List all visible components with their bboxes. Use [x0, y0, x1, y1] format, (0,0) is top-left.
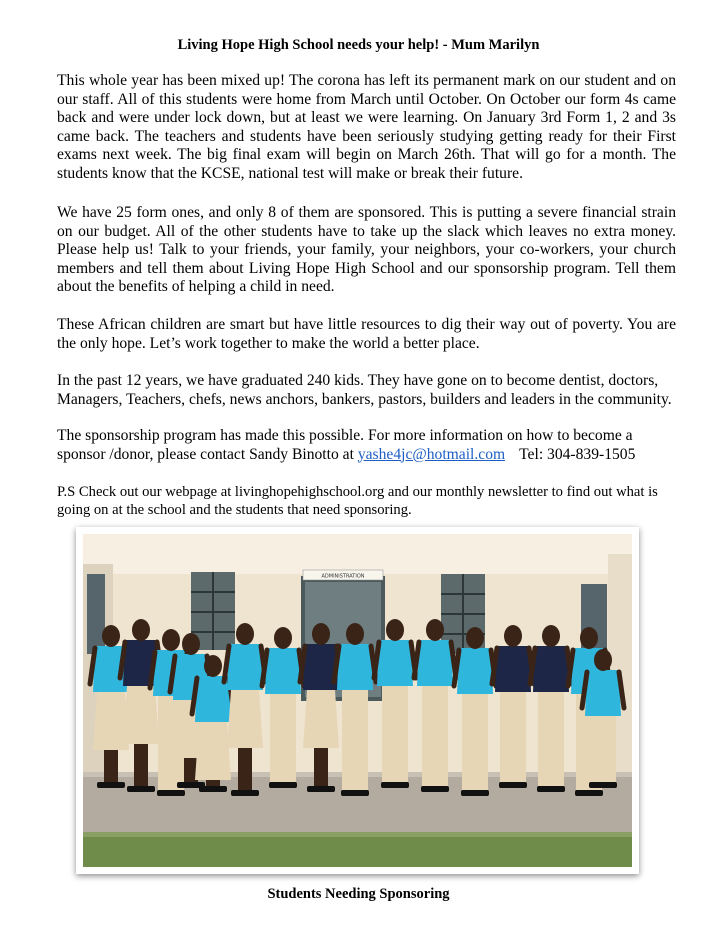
paragraph-contact — [57, 427, 676, 464]
telephone-text: Tel: 304-839-1505 — [519, 445, 636, 463]
paragraph-ps-webpage: P.S Check out our webpage at livinghopehighschool.org and our monthly newsletter to find out what is going on at the school and the students that need sponsoring. — [57, 484, 658, 518]
paragraph-graduates: In the past 12 years, we have graduated 240 kids. They have gone on to become dentist, doctors, Managers, Teachers, chefs, news anchors, bankers, pastors, builders and leaders in the community. — [57, 372, 672, 408]
student-group-illustration — [83, 534, 632, 867]
roof-eave — [83, 534, 632, 574]
door-sign-text: ADMINISTRATION — [321, 573, 365, 580]
student-group-photo — [83, 534, 632, 867]
contact-intro-text: The sponsorship program has made this possible. For more information on how to become a sponsor /donor, please contact Sandy Binotto at — [57, 427, 633, 463]
paragraph-african-children: These African children are smart but have little resources to dig their way out of poverty. You are the only hope. Let’s work together to make the world a better place. — [57, 316, 676, 352]
paragraph-sponsorship-need: We have 25 form ones, and only 8 of them are sponsored. This is putting a severe financial strain on our budget. All of the other students have to take up the slack which leaves no extra money. Please help us! Talk to your friends, your family, your neighbors, your co-workers, your church members and tell them about Living Hope High School and our sponsorship program. Tell them about the benefits of helping a child in need. — [57, 204, 676, 296]
student-photo-frame — [76, 527, 639, 874]
page-title: Living Hope High School needs your help! - Mum Marilyn — [177, 37, 540, 53]
grass — [83, 832, 632, 867]
window-far-left — [87, 574, 105, 654]
email-link[interactable]: yashe4jc@hotmail.com — [357, 445, 506, 463]
paragraph-covid-year: This whole year has been mixed up! The corona has left its permanent mark on our student and on our staff. All of this students were home from March until October. On October our form 4s came back and were under lock down, but at least we were learning. On January 3rd Form 1, 2 and 3s came back. The teachers and students have been seriously studying getting ready for their First exams next week. The big final exam will begin on March 26th. That will go for a month. The students know that the KCSE, national test will make or break their future. — [57, 72, 676, 182]
photo-caption: Students Needing Sponsoring — [267, 886, 450, 902]
